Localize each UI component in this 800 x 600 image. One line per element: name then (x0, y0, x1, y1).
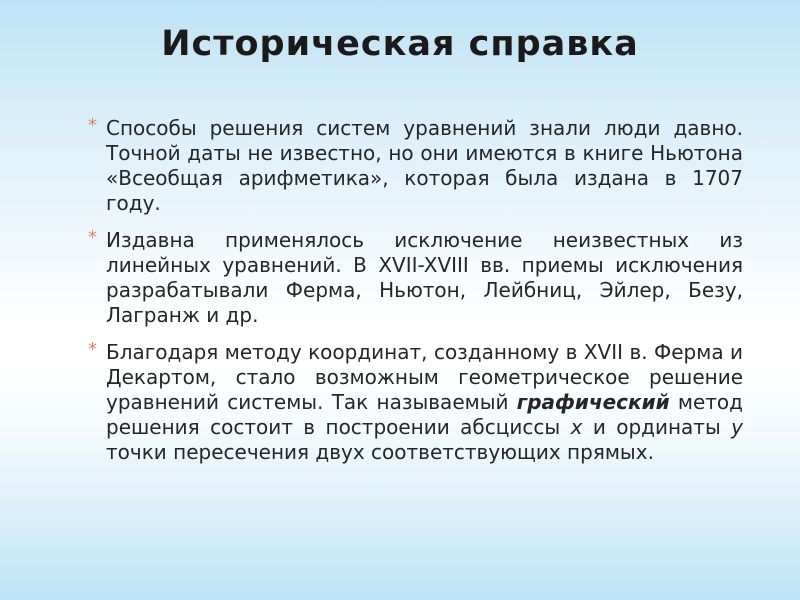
variable-x: х (570, 415, 583, 439)
bullet-marker-icon: * (88, 227, 97, 248)
emphasis-text: графический (516, 390, 670, 414)
bullet-item (88, 116, 743, 216)
bullet-text-middle: метод решения состоит в построении абсциссы (106, 390, 743, 439)
bullet-text: Издавна применялось исключение неизвестных из линейных уравнений. В XVII-XVIII вв. приемы исключения разрабатывали Ферма, Ньютон, Лейбниц, Эйлер, Безу, Лагранж и др. (106, 228, 743, 327)
bullet-item (88, 340, 743, 465)
slide-content (88, 116, 743, 477)
bullet-text-start: Благодаря методу координат, созданному в XVII в. Ферма и Декартом, стало возможным геометрическое решение уравнений системы. Так называемый (106, 340, 743, 414)
slide-title: Историческая справка (161, 24, 639, 64)
bullet-text: Способы решения систем уравнений знали люди давно. Точной даты не известно, но они имеются в книге Ньютона «Всеобщая арифметика», которая была издана в 1707 году. (106, 116, 743, 215)
bullet-text-and: и ординаты (582, 415, 732, 439)
bullet-marker-icon: * (88, 115, 97, 136)
bullet-marker-icon: * (88, 339, 97, 360)
variable-y: у (731, 415, 744, 439)
bullet-item (88, 228, 743, 328)
bullet-text-end: точки пересечения двух соответствующих прямых. (106, 440, 654, 464)
